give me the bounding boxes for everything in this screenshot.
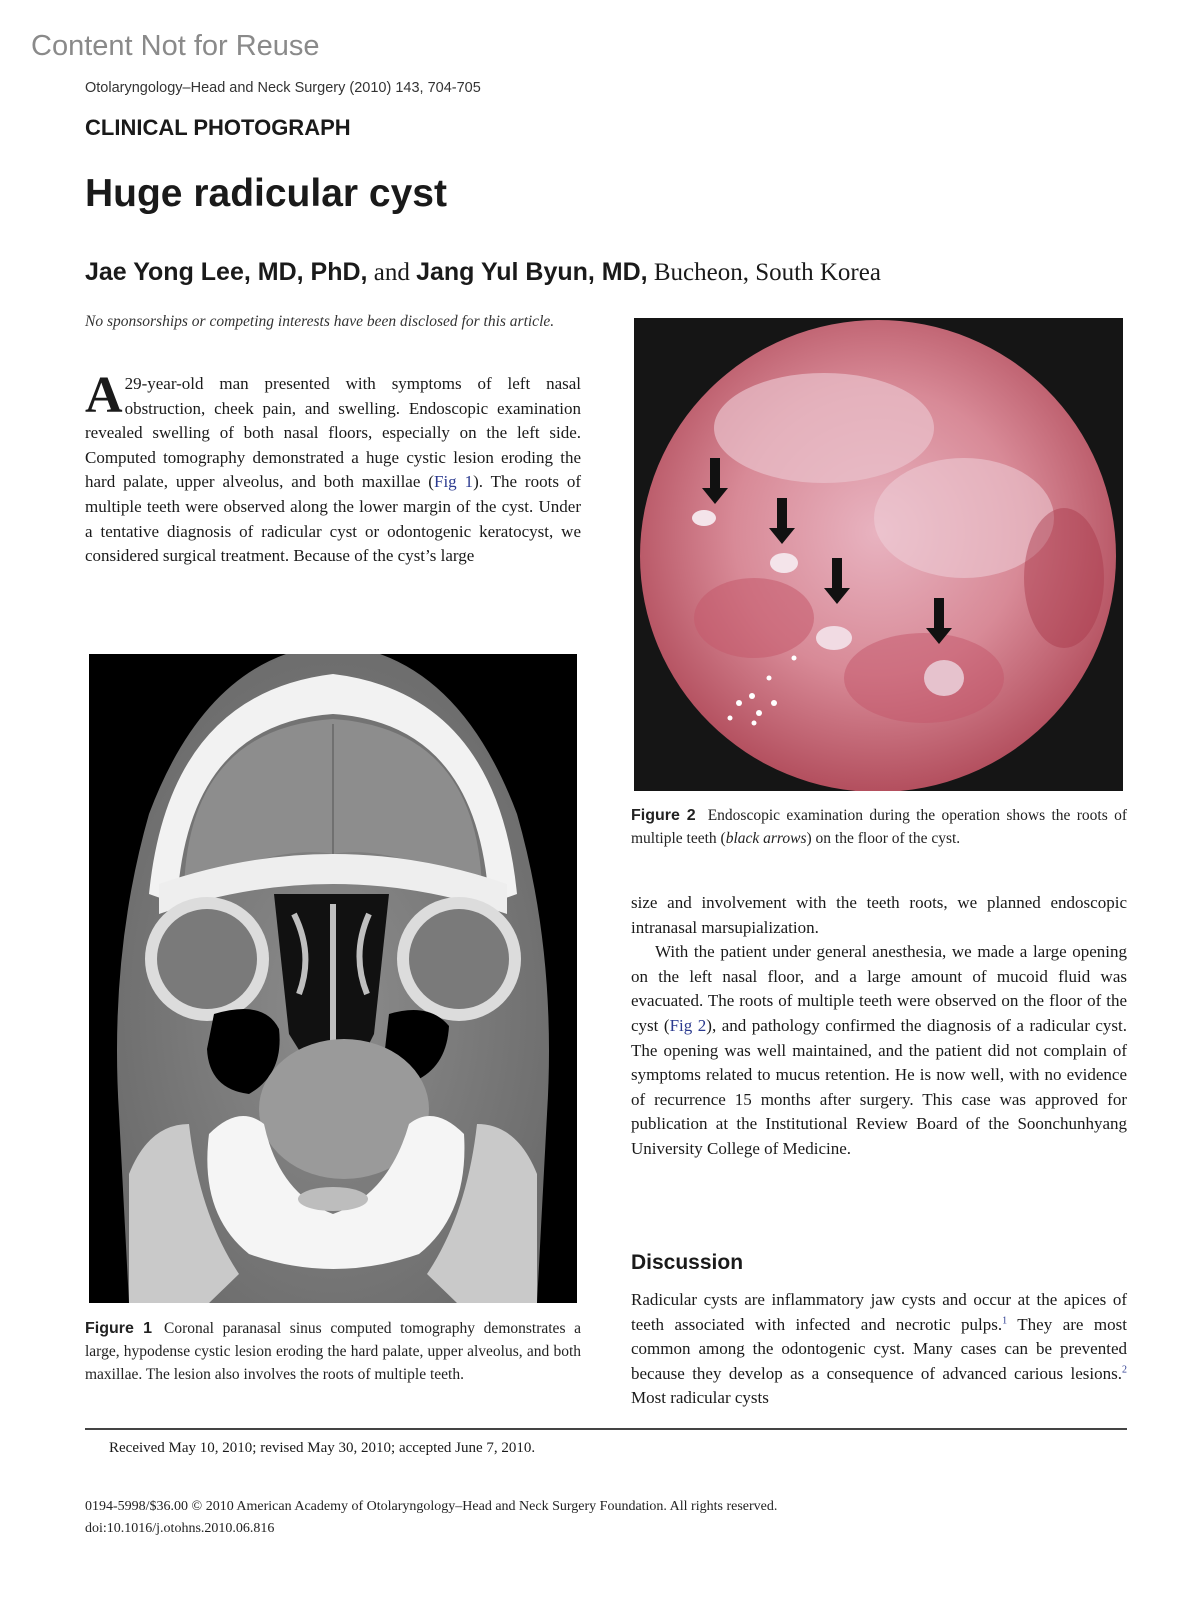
- copyright-line: 0194-5998/$36.00 © 2010 American Academy of Otolaryngology–Head and Neck Surgery Foundation. All rights reserved.: [85, 1499, 778, 1514]
- author-2: Jang Yul Byun, MD,: [416, 258, 648, 286]
- discussion-heading: Discussion: [631, 1251, 744, 1274]
- watermark: Content Not for Reuse: [31, 30, 320, 62]
- drop-cap: A: [85, 367, 123, 424]
- footnote-divider: [85, 1428, 1127, 1430]
- reference-1-link[interactable]: 1: [1002, 1314, 1008, 1326]
- body-paragraph-2-text-1: With the patient under general anesthesia, we made a large opening on the left nasal floor, and a large amount of mucoid fluid was evacuated. The roots of multiple teeth were observed on the floor of the cyst (: [631, 942, 1127, 1035]
- fig1-link[interactable]: Fig 1: [433, 472, 474, 492]
- doi-line: doi:10.1016/j.otohns.2010.06.816: [85, 1521, 275, 1536]
- intro-paragraph: [85, 367, 582, 569]
- body-paragraph-2-text-2: ), and pathology confirmed the diagnosis of a radicular cyst. The opening was well maintained, and the patient did not complain of symptoms related to mucus retention. He is now well, with no evidence of recurrence 15 months after surgery. This case was approved for publication at the Institutional Review Board of the Soonchunhyang University College of Medicine.: [631, 1015, 1128, 1158]
- reference-2-link[interactable]: 2: [1122, 1364, 1127, 1376]
- figure-2-caption-text-1: Endoscopic examination during the operation shows the roots of multiple teeth (: [631, 807, 1127, 847]
- author-line: [85, 258, 881, 287]
- disclosure-note: No sponsorships or competing interests have been disclosed for this article.: [85, 313, 555, 330]
- discussion-text-3: Most radicular cysts: [631, 1388, 769, 1408]
- discussion-text-2: They are most common among the odontogenic cyst. Many cases can be prevented because they develop as a consequence of advanced carious lesions.: [631, 1314, 1127, 1383]
- figure-2-endoscopic-image: [634, 318, 1123, 791]
- discussion-text-1: Radicular cysts are inflammatory jaw cysts and occur at the apices of teeth associated with infected and necrotic pulps.: [631, 1290, 1127, 1334]
- figure-1-caption-text: Coronal paranasal sinus computed tomography demonstrates a large, hypodense cystic lesion eroding the hard palate, upper alveolus, and both maxillae. The lesion also involves the roots of multiple teeth.: [85, 1320, 582, 1383]
- copyright-block: [85, 1496, 777, 1540]
- intro-text-1: 29-year-old man presented with symptoms of left nasal obstruction, cheek pain, and swelling. Endoscopic examination revealed swelling of both nasal floors, especially on the left side. Computed tomography demonstrated a huge cystic lesion eroding the hard palate, upper alveolus, and both maxillae (: [85, 374, 581, 492]
- figure-1-ct-image: [89, 654, 577, 1303]
- figure-1-caption: [85, 1317, 581, 1386]
- figure-2-label: Figure 2: [631, 807, 696, 824]
- body-paragraph-2: [631, 940, 1127, 1161]
- body-continuation: [631, 891, 1127, 1162]
- section-label: CLINICAL PHOTOGRAPH: [85, 115, 351, 140]
- fig2-link[interactable]: Fig 2: [669, 1015, 707, 1035]
- intro-text-2: ). The roots of multiple teeth were observed along the lower margin of the cyst. Under a tentative diagnosis of radicular cyst or odontogenic keratocyst, we considered surgical treatment. Because of the cyst’s large: [85, 472, 582, 566]
- figure-2-caption-italic: black arrows: [725, 830, 807, 847]
- author-conjunction: and: [373, 259, 410, 286]
- received-dates: Received May 10, 2010; revised May 30, 2010; accepted June 7, 2010.: [109, 1440, 536, 1456]
- figure-1-label: Figure 1: [85, 1320, 153, 1337]
- journal-reference: Otolaryngology–Head and Neck Surgery (2010) 143, 704-705: [85, 80, 481, 96]
- author-1: Jae Yong Lee, MD, PhD,: [85, 258, 368, 286]
- body-paragraph-1: size and involvement with the teeth roots, we planned endoscopic intranasal marsupialization.: [631, 893, 1127, 937]
- figure-2-caption-text-2: ) on the floor of the cyst.: [806, 830, 961, 847]
- author-location: Bucheon, South Korea: [653, 259, 881, 286]
- figure-2-caption: [631, 804, 1127, 850]
- article-title: Huge radicular cyst: [85, 172, 447, 215]
- discussion-paragraph: [631, 1288, 1127, 1411]
